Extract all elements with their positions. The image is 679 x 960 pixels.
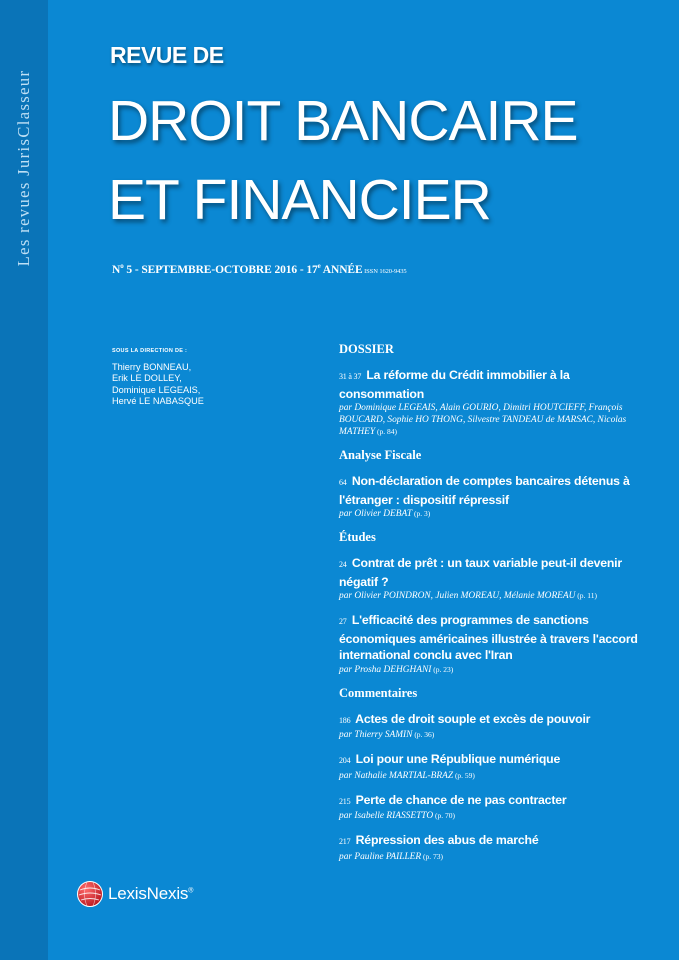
toc-entry-title[interactable] <box>339 473 639 508</box>
issue-number-suffix: o <box>120 262 124 270</box>
toc-entry-authors <box>339 810 639 822</box>
toc-entry-title[interactable] <box>339 555 639 590</box>
publisher-logo <box>76 880 193 908</box>
toc-entry[interactable] <box>339 367 639 438</box>
page-ref: (p. 73) <box>421 851 443 861</box>
toc-entry[interactable] <box>339 711 639 742</box>
toc-entry-title-text: Répression des abus de marché <box>355 833 539 847</box>
toc-entry-number: 24 <box>339 560 347 569</box>
issue-annee: ANNÉE <box>320 263 363 276</box>
title-line-2: ET FINANCIER <box>108 168 491 232</box>
director-name: Dominique LEGEAIS, <box>112 384 201 395</box>
toc-entry-title[interactable] <box>339 711 639 730</box>
toc-entry[interactable] <box>339 555 639 602</box>
table-of-contents <box>339 342 639 873</box>
lexisnexis-globe-icon <box>76 880 104 908</box>
toc-entry-title[interactable] <box>339 751 639 770</box>
section-heading-analyse-fiscale: Analyse Fiscale <box>339 448 422 462</box>
director-name: Thierry BONNEAU, <box>112 361 192 372</box>
spine-collection-label: Les revues JurisClasseur <box>14 69 33 267</box>
toc-entry[interactable] <box>339 751 639 782</box>
page-ref: (p. 3) <box>412 509 431 518</box>
journal-title <box>108 82 578 240</box>
title-prefix: REVUE DE <box>110 42 224 68</box>
toc-entry-authors <box>339 729 639 741</box>
toc-entry-title[interactable] <box>339 612 639 664</box>
issue-number-label: N <box>112 263 121 276</box>
page-ref: (p. 11) <box>575 591 597 600</box>
toc-entry-title[interactable] <box>339 792 639 811</box>
registered-mark: ® <box>188 887 194 895</box>
authors-text: par Olivier DEBAT <box>339 509 413 519</box>
publisher-name <box>108 884 193 904</box>
toc-entry-title-text: Non-déclaration de comptes bancaires détenus à l'étranger : dispositif répressif <box>339 474 630 507</box>
page-ref: (p. 23) <box>431 664 454 674</box>
authors-text: par Prosha DEHGHANI <box>339 664 432 675</box>
section-heading-etudes: Études <box>339 530 376 544</box>
authors-text: par Isabelle RIASSETTO <box>339 811 434 821</box>
page-ref: (p. 70) <box>433 811 455 820</box>
toc-entry-authors <box>339 664 639 676</box>
direction-label: SOUS LA DIRECTION DE : <box>112 348 188 354</box>
toc-entry[interactable] <box>339 792 639 823</box>
editorial-direction <box>112 346 204 408</box>
toc-entry-authors <box>339 770 639 782</box>
toc-entry-authors <box>339 590 639 602</box>
director-name: Erik LE DOLLEY, <box>112 373 182 383</box>
authors-text: par Nathalie MARTIAL-BRAZ <box>339 770 454 781</box>
title-line-1: DROIT BANCAIRE <box>108 89 578 153</box>
issue-issn: ISSN 1620-9435 <box>362 267 407 275</box>
toc-entry-number: 204 <box>339 756 351 765</box>
issue-details: 5 - SEPTEMBRE-OCTOBRE 2016 - 17 <box>123 263 318 276</box>
authors-text: par Thierry SAMIN <box>339 730 413 740</box>
toc-entry-title-text: La réforme du Crédit immobilier à la consommation <box>339 368 570 401</box>
issue-year-suffix: e <box>317 262 321 270</box>
toc-entry[interactable] <box>339 473 639 520</box>
toc-entry-authors <box>339 508 639 520</box>
director-name: Hervé LE NABASQUE <box>112 396 204 406</box>
toc-entry-number: 215 <box>339 796 351 806</box>
toc-entry-number: 64 <box>339 478 347 487</box>
toc-entry-title-text: Loi pour une République numérique <box>355 752 561 766</box>
page-ref: (p. 36) <box>412 730 435 739</box>
toc-entry-title-text: Actes de droit souple et excès de pouvoir <box>355 711 591 726</box>
publisher-name-text: LexisNexis <box>108 884 189 903</box>
toc-entry-title[interactable] <box>339 832 639 851</box>
section-heading-dossier: DOSSIER <box>339 342 394 356</box>
authors-text: par Pauline PAILLER <box>339 851 422 862</box>
toc-entry-number: 31 à 37 <box>339 372 362 381</box>
toc-entry-title[interactable] <box>339 367 639 402</box>
page-ref: (p. 59) <box>453 770 475 780</box>
toc-entry-title-text: Perte de chance de ne pas contracter <box>355 792 567 807</box>
toc-entry-title-text: L'efficacité des programmes de sanctions économiques américaines illustrée à travers l'accord international conclu avec l'Iran <box>339 613 638 662</box>
toc-entry-authors <box>339 402 639 438</box>
toc-entry-number: 217 <box>339 837 351 846</box>
spine-band <box>0 0 48 960</box>
toc-entry-title-text: Contrat de prêt : un taux variable peut-il devenir négatif ? <box>339 556 622 589</box>
authors-text: par Olivier POINDRON, Julien MOREAU, Mélanie MOREAU <box>339 591 576 601</box>
toc-entry-number: 27 <box>339 617 347 626</box>
authors-text: par Dominique LEGEAIS, Alain GOURIO, Dimitri HOUTCIEFF, François BOUCARD, Sophie HO THONG, Silvestre TANDEAU de MARSAC, Nicolas MATHEY <box>339 403 627 437</box>
toc-entry-authors <box>339 851 639 863</box>
toc-entry-number: 186 <box>339 715 351 725</box>
toc-entry[interactable] <box>339 612 639 676</box>
page-ref: (p. 84) <box>375 427 397 436</box>
section-heading-commentaires: Commentaires <box>339 685 418 700</box>
toc-entry[interactable] <box>339 832 639 863</box>
issue-line <box>112 262 407 276</box>
